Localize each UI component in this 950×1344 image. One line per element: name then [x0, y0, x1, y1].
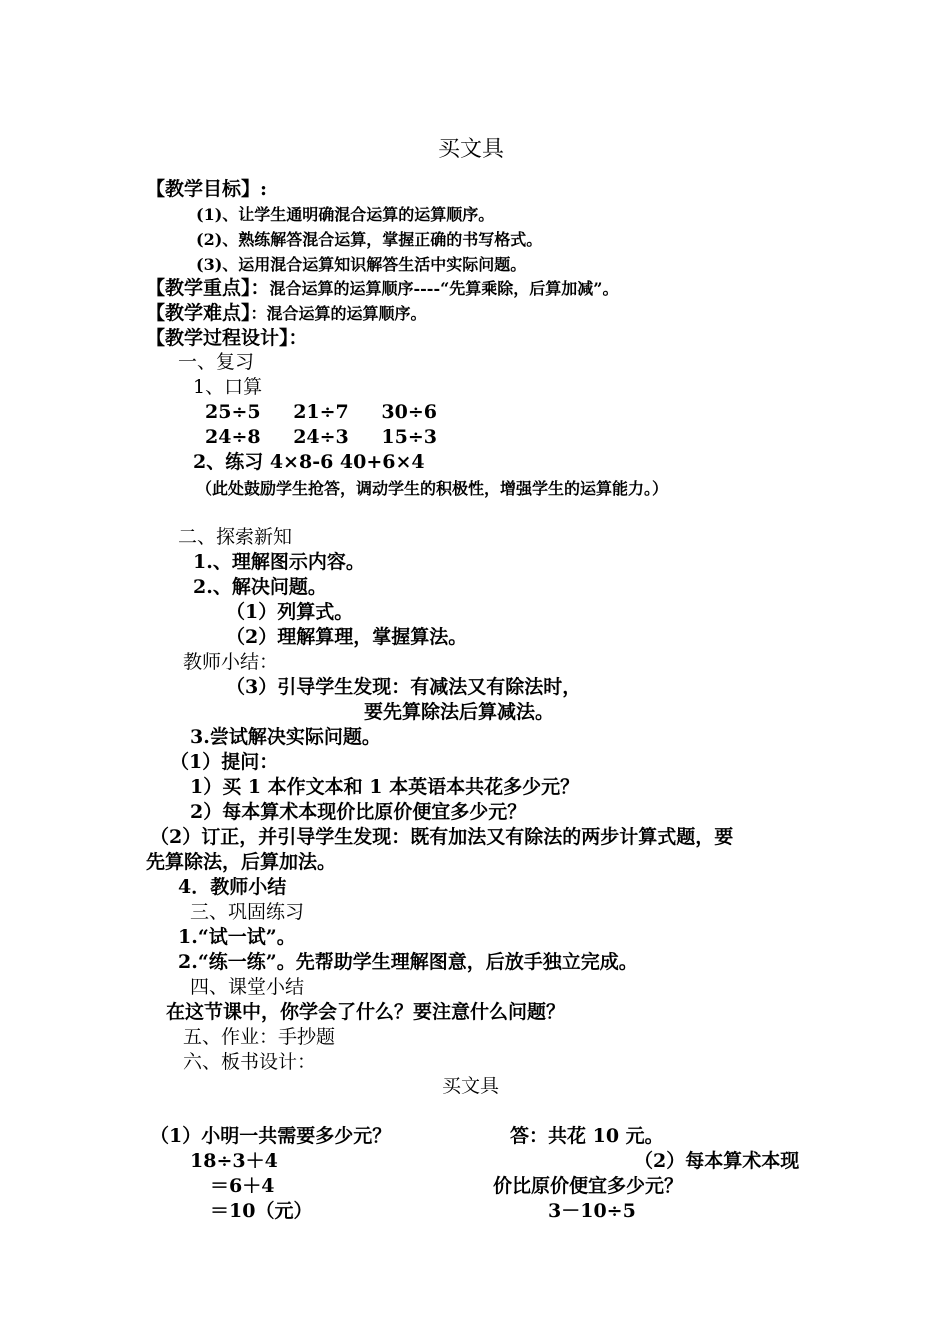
text-line: （3）引导学生发现：有减法又有除法时， [226, 676, 582, 698]
board-question-1: （1）小明一共需要多少元？ [150, 1125, 392, 1147]
text-line: 先算除法，后算加法。 [146, 851, 337, 873]
math-line: 2、练习 4×8-6 40+6×4 [193, 451, 425, 473]
section-heading: 六、板书设计： [183, 1051, 317, 1073]
objectives-heading: 【教学目标】: [146, 178, 268, 200]
difficulty-text: ：混合运算的运算顺序。 [250, 304, 427, 323]
section-heading: 三、巩固练习 [190, 901, 305, 923]
math-line: 25÷5 21÷7 30÷6 [205, 401, 437, 423]
text-line: （1）提问： [170, 751, 279, 773]
section-heading: 一、复习 [178, 351, 255, 373]
text-line: （2）订正，并引导学生发现：既有加法又有除法的两步计算式题，要 [150, 826, 734, 848]
board-question-2: （2）每本算术本现 [634, 1150, 800, 1172]
section-heading: 五、作业：手抄题 [183, 1026, 336, 1048]
text-line: 2.“练一练”。先帮助学生理解图意，后放手独立完成。 [178, 951, 638, 973]
key-point-text: 混合运算的运算顺序----“先算乘除，后算加减”。 [269, 279, 619, 298]
objective-item: (2)、熟练解答混合运算，掌握正确的书写格式。 [196, 230, 543, 249]
board-answer: 答：共花 10 元。 [510, 1125, 664, 1147]
text-line: （1）列算式。 [226, 601, 354, 623]
board-calc: ＝10（元） [210, 1200, 313, 1222]
section-heading: 四、课堂小结 [190, 976, 305, 998]
text-line: 1.、理解图示内容。 [193, 551, 365, 573]
text-line: 要先算除法后算减法。 [364, 701, 555, 723]
text-line: 1、口算 [193, 376, 263, 398]
board-question-2-cont: 价比原价便宜多少元？ [493, 1175, 684, 1197]
section-heading: 二、探索新知 [178, 526, 293, 548]
text-line: 1）买 1 本作文本和 1 本英语本共花多少元？ [190, 776, 580, 798]
board-title: 买文具 [442, 1075, 500, 1097]
process-heading: 【教学过程设计】： [146, 327, 308, 349]
text-line: 1.“试一试”。 [178, 926, 296, 948]
difficulty [146, 301, 427, 326]
key-point-heading: 【教学重点】： [146, 277, 270, 299]
board-calc: ＝6＋4 [210, 1175, 275, 1197]
text-line: 教师小结： [183, 651, 279, 673]
note-line: （此处鼓励学生抢答，调动学生的积极性，增强学生的运算能力。） [196, 479, 669, 498]
text-line: 3.尝试解决实际问题。 [190, 726, 381, 748]
text-line: 4．教师小结 [178, 876, 287, 898]
board-calc: 18÷3＋4 [190, 1150, 278, 1172]
text-line: 2）每本算术本现价比原价便宜多少元？ [190, 801, 527, 823]
objective-item: (3)、运用混合运算知识解答生活中实际问题。 [196, 255, 527, 274]
page-title: 买文具 [438, 137, 505, 162]
text-line: 2.、解决问题。 [193, 576, 327, 598]
objective-item: (1)、让学生通明确混合运算的运算顺序。 [196, 205, 495, 224]
text-line: （2）理解算理，掌握算法。 [226, 626, 468, 648]
key-point [146, 276, 619, 301]
text-line: 在这节课中，你学会了什么？要注意什么问题？ [166, 1001, 566, 1023]
board-calc: 3－10÷5 [548, 1200, 636, 1222]
math-line: 24÷8 24÷3 15÷3 [205, 426, 437, 448]
difficulty-heading: 【教学难点】 [146, 302, 251, 324]
